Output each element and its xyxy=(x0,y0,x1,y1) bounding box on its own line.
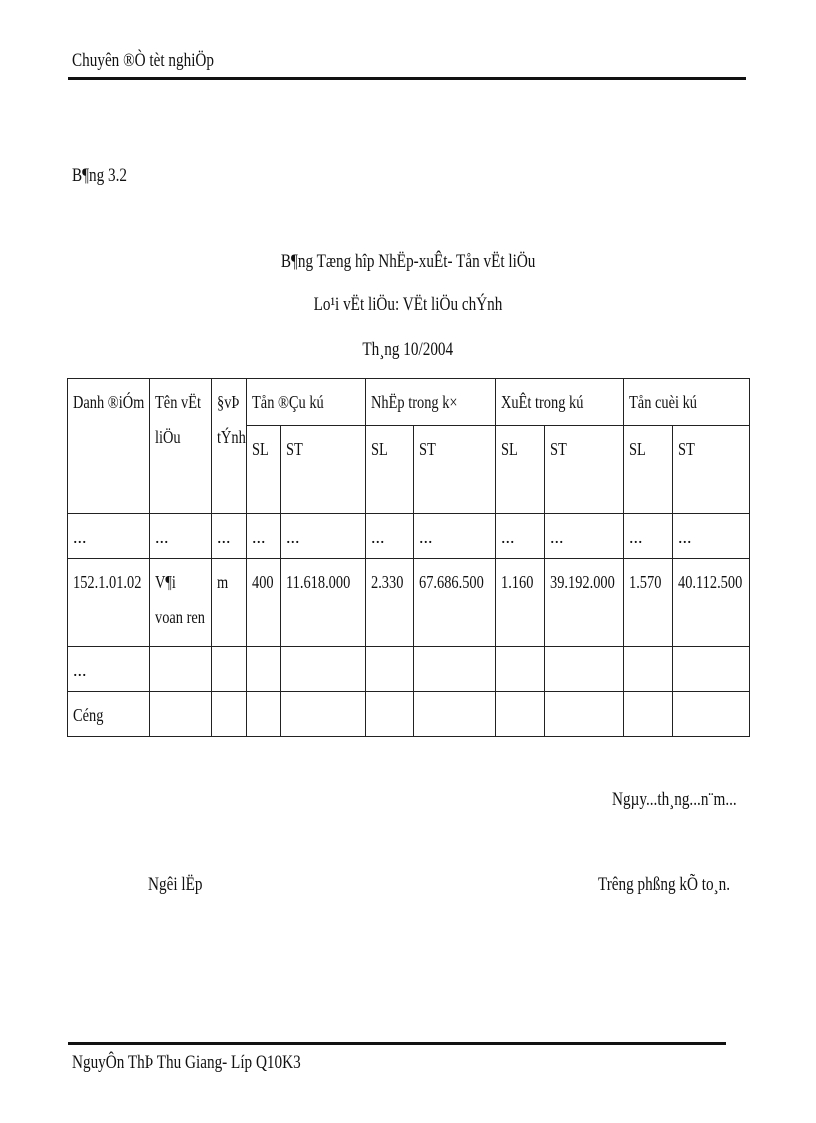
inventory-table xyxy=(67,378,750,737)
header-st: ST xyxy=(545,426,624,514)
header-closing: Tån cuèi kú xyxy=(624,379,750,426)
ellipsis-cell: ... xyxy=(281,514,366,559)
signature-date: Ngµy...th¸ng...n¨m... xyxy=(612,789,737,810)
closing-st: 40.112.500 xyxy=(673,559,750,647)
doc-title: B¶ng Tæng hîp NhËp-xuÊt- Tån vËt liÖu xyxy=(280,251,536,272)
doc-month: Th¸ng 10/2004 xyxy=(362,339,454,360)
table-row xyxy=(68,559,750,647)
header-sl: SL xyxy=(247,426,281,514)
doc-subtitle: Lo¹i vËt liÖu: VËt liÖu chÝnh xyxy=(313,294,503,315)
ellipsis-cell: ... xyxy=(496,514,545,559)
header-code: Danh ®iÓm xyxy=(68,379,150,514)
header-unit: §vÞ tÝnh xyxy=(212,379,247,514)
ellipsis-cell: ... xyxy=(673,514,750,559)
page-footer: NguyÔn ThÞ Thu Giang- Líp Q10K3 xyxy=(72,1052,301,1073)
total-row xyxy=(68,692,750,737)
table-number: B¶ng 3.2 xyxy=(72,165,128,186)
opening-sl: 400 xyxy=(247,559,281,647)
incoming-sl: 2.330 xyxy=(366,559,414,647)
header-name: Tên vËt liÖu xyxy=(150,379,212,514)
item-code: 152.1.01.02 xyxy=(68,559,150,647)
header-sl: SL xyxy=(624,426,673,514)
ellipsis-cell: ... xyxy=(366,514,414,559)
header-title: Chuyên ®Ò tèt nghiÖp xyxy=(72,50,215,71)
header-opening: Tån ®Çu kú xyxy=(247,379,366,426)
page-header xyxy=(72,50,250,72)
header-sl: SL xyxy=(496,426,545,514)
outgoing-sl: 1.160 xyxy=(496,559,545,647)
header-sl: SL xyxy=(366,426,414,514)
header-outgoing: XuÊt trong kú xyxy=(496,379,624,426)
outgoing-st: 39.192.000 xyxy=(545,559,624,647)
ellipsis-cell: ... xyxy=(212,514,247,559)
ellipsis-cell: ... xyxy=(414,514,496,559)
ellipsis-cell: ... xyxy=(68,514,150,559)
item-name: V¶i voan ren xyxy=(150,559,212,647)
signature-preparer: Ngêi lËp xyxy=(148,874,203,895)
header-st: ST xyxy=(281,426,366,514)
table-row xyxy=(68,647,750,692)
incoming-st: 67.686.500 xyxy=(414,559,496,647)
header-rule xyxy=(68,77,746,80)
footer-rule xyxy=(68,1042,726,1045)
ellipsis-cell: ... xyxy=(68,647,150,692)
table-row xyxy=(68,514,750,559)
closing-sl: 1.570 xyxy=(624,559,673,647)
header-incoming: NhËp trong k× xyxy=(366,379,496,426)
header-st: ST xyxy=(414,426,496,514)
signature-accounting-head: Trêng phßng kÕ to¸n. xyxy=(598,874,731,895)
total-label: Céng xyxy=(68,692,150,737)
header-st: ST xyxy=(673,426,750,514)
ellipsis-cell: ... xyxy=(247,514,281,559)
item-unit: m xyxy=(212,559,247,647)
ellipsis-cell: ... xyxy=(545,514,624,559)
ellipsis-cell: ... xyxy=(150,514,212,559)
header-row-1 xyxy=(68,379,750,426)
ellipsis-cell: ... xyxy=(624,514,673,559)
opening-st: 11.618.000 xyxy=(281,559,366,647)
